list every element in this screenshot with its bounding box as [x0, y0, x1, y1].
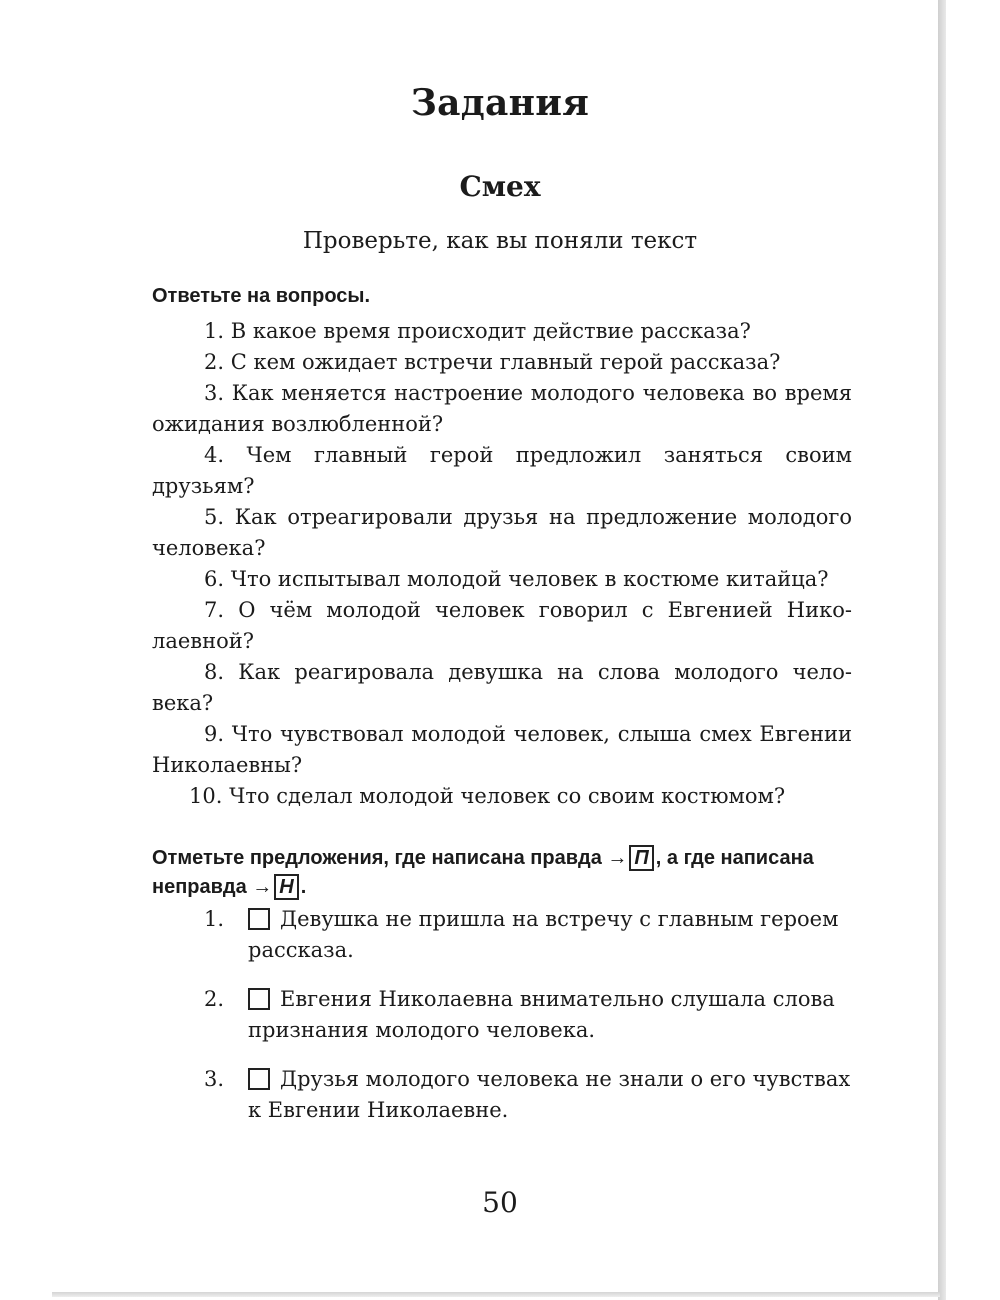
tf-instruction-part3: .	[300, 876, 307, 898]
story-title: Смех	[459, 170, 541, 203]
true-marker-box: П	[629, 845, 653, 871]
statement-item	[204, 904, 854, 966]
statement-item	[204, 1064, 854, 1126]
question-item	[152, 719, 852, 781]
question-item	[152, 347, 852, 378]
question-text: Что испытывал молодой человек в костюме китайца?	[230, 567, 829, 591]
question-text: Что сделал молодой человек со своим костюмом?	[229, 784, 786, 808]
page-title: Задания	[410, 82, 590, 124]
statement-number: 1.	[204, 907, 225, 931]
question-item	[152, 440, 852, 502]
tf-instruction-part2: , а где написана неправда →	[152, 847, 814, 898]
question-text: Как реагировала девушка на слова молодого человека?	[152, 660, 852, 715]
statement-text: Друзья молодого человека не знали о его чувствах к Евгении Николаевне.	[248, 1067, 851, 1122]
question-number: 6.	[204, 567, 225, 591]
answer-checkbox[interactable]	[248, 1068, 270, 1090]
question-text: Как отреагировали друзья на предложение молодого человека?	[152, 505, 852, 560]
question-item	[152, 657, 852, 719]
true-false-instruction	[152, 844, 852, 902]
question-text: В какое время происходит действие рассказа?	[230, 319, 751, 343]
question-number: 7.	[204, 598, 225, 622]
question-item	[152, 595, 852, 657]
question-number: 5.	[204, 505, 225, 529]
question-number: 1.	[204, 319, 225, 343]
question-item	[152, 564, 852, 595]
question-item	[152, 502, 852, 564]
question-text: О чём молодой человек говорил с Евгенией Николаевной?	[152, 598, 852, 653]
statement-number: 3.	[204, 1067, 225, 1091]
answer-checkbox[interactable]	[248, 908, 270, 930]
answer-checkbox[interactable]	[248, 988, 270, 1010]
section-heading: Проверьте, как вы поняли текст	[302, 228, 698, 254]
question-text: Как меняется настроение молодого человека во время ожидания возлюбленной?	[152, 381, 853, 436]
statement-text: Девушка не пришла на встречу с главным героем рассказа.	[248, 907, 839, 962]
question-text: С кем ожидает встречи главный герой рассказа?	[230, 350, 781, 374]
question-item	[152, 781, 852, 812]
page-edge-shadow	[938, 0, 946, 1300]
false-marker-box: Н	[274, 874, 298, 900]
question-item	[152, 378, 852, 440]
questions-instruction: Ответьте на вопросы.	[152, 285, 371, 307]
statements-list	[204, 904, 854, 1144]
question-number: 9.	[204, 722, 225, 746]
question-number: 8.	[204, 660, 225, 684]
question-number: 2.	[204, 350, 225, 374]
page-bottom-shadow	[52, 1292, 940, 1297]
tf-instruction-part1: Отметьте предложения, где написана правда →	[152, 847, 628, 869]
statement-text: Евгения Николаевна внимательно слушала слова признания молодого человека.	[248, 987, 835, 1042]
question-text: Чем главный герой предложил заняться своим друзьям?	[152, 443, 852, 498]
question-number: 4.	[204, 443, 225, 467]
statement-number: 2.	[204, 987, 225, 1011]
question-item	[152, 316, 852, 347]
questions-list	[152, 316, 852, 812]
question-number: 3.	[204, 381, 225, 405]
statement-item	[204, 984, 854, 1046]
question-number: 10.	[189, 784, 223, 808]
question-text: Что чувствовал молодой человек, слыша смех Евгении Николаевны?	[152, 722, 852, 777]
page-number: 50	[482, 1186, 518, 1219]
